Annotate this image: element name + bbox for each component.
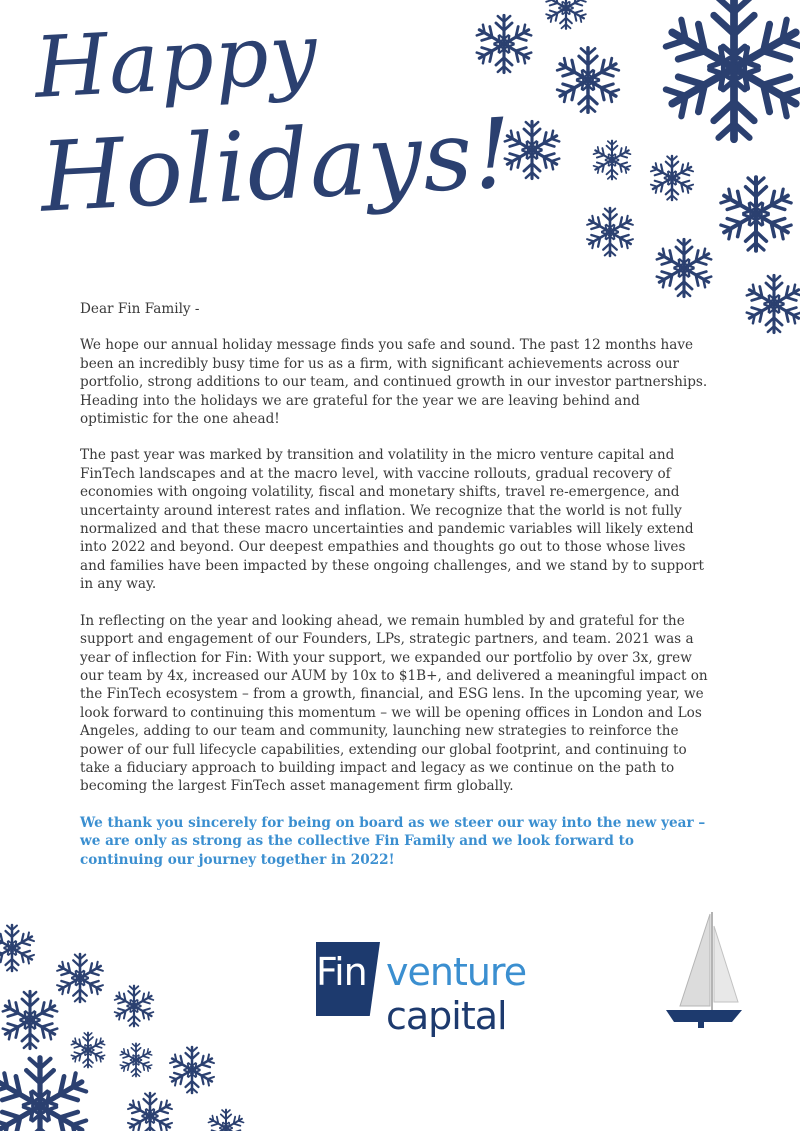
title-line-2: Holidays! xyxy=(37,97,516,234)
snowflake-cluster-top xyxy=(460,0,800,340)
snowflake-cluster-bottom xyxy=(0,910,260,1131)
snowflake-icon xyxy=(475,15,532,72)
snowflake-icon xyxy=(169,1047,215,1093)
snowflake-icon xyxy=(119,1043,152,1076)
logo-venture-text xyxy=(386,950,656,1038)
logo-venture-word: venture xyxy=(386,950,527,994)
paragraph-1: We hope our annual holiday message finds you safe and sound. The past 12 months have been an incredibly busy time for us as a firm, with significant achievements across our portfolio, strong additions to our team, and continued growth in our investor partnerships. Heading into the holidays we are grateful for the year we are leaving behind and optimistic for the one ahead! xyxy=(80,337,708,428)
sailboat-icon xyxy=(660,910,744,1030)
fin-venture-capital-logo xyxy=(316,942,656,1038)
snowflake-icon xyxy=(545,0,587,29)
snowflake-icon xyxy=(0,925,35,971)
snowflake-icon xyxy=(127,1093,173,1131)
snowflake-icon xyxy=(114,986,155,1026)
letter-body xyxy=(80,300,712,887)
snowflake-icon xyxy=(70,1033,105,1068)
snowflake-icon xyxy=(650,156,694,200)
logo-fin-text: Fin xyxy=(316,950,367,994)
snowflake-icon xyxy=(662,0,800,139)
closing-statement: We thank you sincerely for being on board as we steer our way into the new year – we are only as strong as the collective Fin Family and we look forward to continuing our journey together in 2022! xyxy=(80,814,706,868)
snowflake-icon xyxy=(207,1110,244,1131)
snowflake-icon xyxy=(56,954,104,1002)
snowflake-icon xyxy=(593,141,632,180)
logo-capital-word: capital xyxy=(386,994,507,1038)
snowflake-icon xyxy=(1,991,58,1048)
title-line-1: Happy xyxy=(32,4,321,117)
page-title xyxy=(32,0,516,234)
snowflake-icon xyxy=(503,121,560,178)
snowflake-icon xyxy=(556,48,621,112)
paragraph-3: In reflecting on the year and looking ahead, we remain humbled by and grateful for the support and engagement of our Founders, LPs, strategic partners, and team. 2021 was a year of inflection for Fin: With your support, we expanded our portfolio by over 3x, grew our team by 4x, increased our AUM by 10x to $1B+, and delivered a meaningful impact on the FinTech ecosystem – from a growth, financial, and ESG lens. In the upcoming year, we look forward to continuing this momentum – we will be opening offices in London and Los Angeles, adding to our team and community, launching new strategies to reinforce the power of our full lifecycle capabilities, extending our global footprint, and continuing to take a fiduciary approach to building impact and legacy as we continue on the path to becoming the largest FinTech asset management firm globally. xyxy=(80,612,708,795)
greeting: Dear Fin Family - xyxy=(80,301,200,317)
snowflake-icon xyxy=(719,177,793,251)
snowflake-icon xyxy=(0,1058,89,1131)
paragraph-2: The past year was marked by transition and volatility in the micro venture capital and FinTech landscapes and at the macro level, with vaccine rollouts, gradual recovery of economies with ongoing volatility, fiscal and monetary shifts, travel re-emergence, and uncertainty around interest rates and inflation. We recognize that the world is not fully normalized and that these macro uncertainties and pandemic variables will likely extend into 2022 and beyond. Our deepest empathies and thoughts go out to those whose lives and families have been impacted by these ongoing challenges, and we stand by to support in any way. xyxy=(80,447,704,593)
snowflake-icon xyxy=(655,239,712,296)
snowflake-icon xyxy=(745,275,800,332)
snowflake-icon xyxy=(586,208,634,256)
